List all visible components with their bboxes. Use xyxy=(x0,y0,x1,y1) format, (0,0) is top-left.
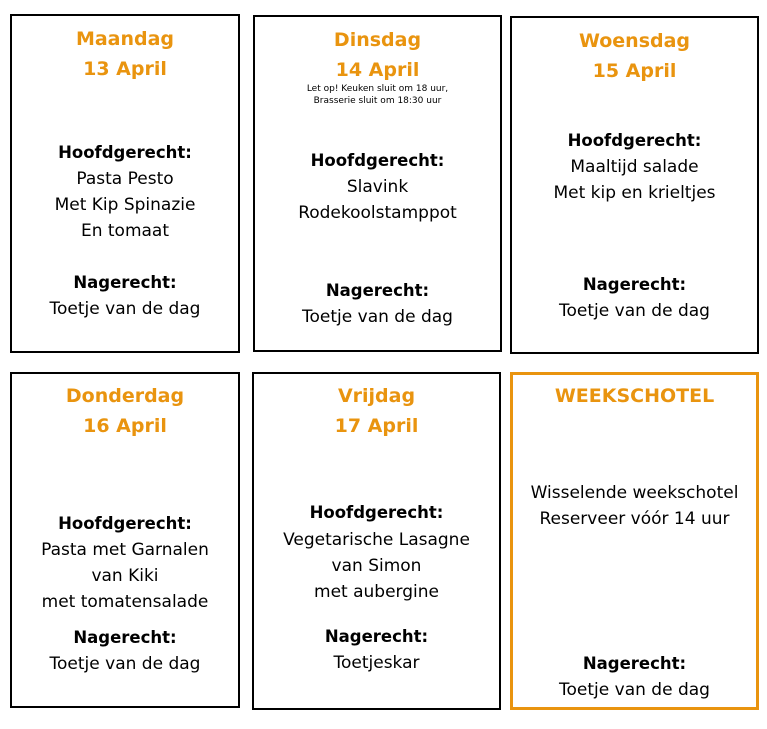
day-name: Maandag xyxy=(75,28,175,50)
weekschotel-title: WEEKSCHOTEL xyxy=(554,385,715,407)
main-course-label: Hoofdgerecht: xyxy=(310,151,445,170)
day-name: Donderdag xyxy=(65,385,185,407)
main-course-line: met tomatensalade xyxy=(41,592,209,612)
main-course-label: Hoofdgerecht: xyxy=(58,143,192,162)
main-course-line: Rodekoolstamppot xyxy=(298,203,457,223)
dessert-text: Toetje van de dag xyxy=(559,301,710,321)
dessert-text: Toetje van de dag xyxy=(559,680,710,700)
menu-card-woensdag xyxy=(510,16,759,354)
menu-card-weekschotel xyxy=(510,372,759,710)
main-course-line: met aubergine xyxy=(314,582,439,602)
menu-card-donderdag xyxy=(10,372,240,708)
day-date: 14 April xyxy=(335,59,420,81)
menu-card-dinsdag xyxy=(253,15,502,352)
dessert-text: Toetje van de dag xyxy=(49,299,201,319)
closing-notice: Let op! Keuken sluit om 18 uur, xyxy=(306,84,449,94)
dessert-text: Toetje van de dag xyxy=(49,654,201,674)
day-date: 16 April xyxy=(83,415,167,437)
day-name: Vrijdag xyxy=(337,385,416,407)
dessert-text: Toetjeskar xyxy=(333,653,420,673)
closing-notice: Brasserie sluit om 18:30 uur xyxy=(313,96,442,106)
main-course-line: Met Kip Spinazie xyxy=(54,195,196,215)
menu-card-vrijdag xyxy=(252,372,501,710)
main-course-line: Pasta met Garnalen xyxy=(41,540,209,560)
main-course-label: Hoofdgerecht: xyxy=(309,503,444,522)
main-course-line: van Kiki xyxy=(91,566,159,586)
main-course-line: Pasta Pesto xyxy=(76,169,174,189)
dessert-label: Nagerecht: xyxy=(73,273,177,292)
menu-card-maandag xyxy=(10,14,240,353)
main-course-label: Hoofdgerecht: xyxy=(58,514,192,533)
main-course-line: Maaltijd salade xyxy=(570,157,699,177)
dessert-label: Nagerecht: xyxy=(325,281,430,300)
dessert-label: Nagerecht: xyxy=(582,654,687,673)
main-course-label: Hoofdgerecht: xyxy=(567,131,702,150)
day-date: 17 April xyxy=(334,415,419,437)
day-date: 13 April xyxy=(83,58,167,80)
dessert-label: Nagerecht: xyxy=(582,275,687,294)
dessert-text: Toetje van de dag xyxy=(302,307,453,327)
day-name: Dinsdag xyxy=(333,29,422,51)
day-date: 15 April xyxy=(592,60,677,82)
main-course-line: En tomaat xyxy=(80,221,170,241)
dessert-label: Nagerecht: xyxy=(324,627,429,646)
main-course-line: Slavink xyxy=(346,177,409,197)
main-course-line: Vegetarische Lasagne xyxy=(283,530,470,550)
dessert-label: Nagerecht: xyxy=(73,628,177,647)
main-course-line: van Simon xyxy=(331,556,422,576)
weekschotel-line: Wisselende weekschotel xyxy=(530,483,739,503)
weekschotel-line: Reserveer vóór 14 uur xyxy=(539,509,730,529)
day-name: Woensdag xyxy=(578,30,691,52)
main-course-line: Met kip en krieltjes xyxy=(553,183,716,203)
